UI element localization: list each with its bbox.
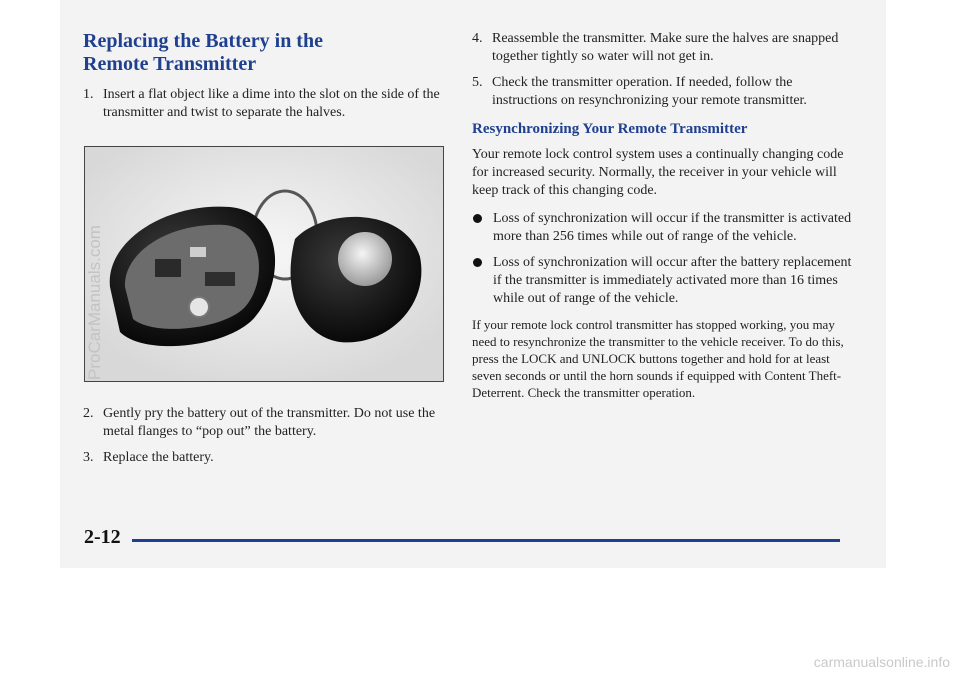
bottom-watermark: carmanualsonline.info: [813, 654, 950, 670]
closing-paragraph: If your remote lock control transmitter has stopped working, you may need to resynchronize the transmitter to the vehicle receiver. To do this, press the LOCK and UNLOCK buttons together and hold for at least seven seconds or until the horn sounds if equipped with Content Theft-Deterrent. Check the transmitter operation.: [472, 317, 844, 400]
transmitter-photo: [84, 146, 444, 382]
step-number: 3.: [83, 450, 94, 465]
bullet-icon: [473, 258, 482, 267]
step-text: Replace the battery.: [103, 450, 214, 465]
step-item: [472, 74, 852, 110]
steps-list-right: [472, 30, 852, 110]
step-text: Insert a flat object like a dime into the slot on the side of the transmitter and twist to separate the halves.: [103, 87, 440, 120]
page-number: 2-12: [84, 526, 121, 548]
title-line-2: Remote Transmitter: [83, 53, 257, 75]
step-number: 4.: [472, 31, 483, 46]
step-text: Reassemble the transmitter. Make sure the halves are snapped together tightly so water will not get in.: [492, 31, 839, 64]
section-title: [83, 30, 443, 76]
step-number: 2.: [83, 406, 94, 421]
bullet-item: [472, 254, 852, 308]
step-item: [83, 449, 443, 467]
right-column: [472, 30, 852, 401]
page-footer: [84, 526, 844, 552]
step-text: Gently pry the battery out of the transmitter. Do not use the metal flanges to “pop out” the battery.: [103, 406, 436, 439]
step-item: [83, 405, 443, 441]
footer-rule: [132, 539, 840, 542]
side-watermark: ProCarManuals.com: [85, 225, 104, 380]
bullet-icon: [473, 214, 482, 223]
title-line-1: Replacing the Battery in the: [83, 30, 323, 52]
left-column: [83, 30, 443, 130]
step-number: 1.: [83, 87, 94, 102]
intro-paragraph: Your remote lock control system uses a continually changing code for increased security. Normally, the receiver in your vehicle will keep track of this changing code.: [472, 147, 844, 198]
steps-list-bottom: [83, 405, 443, 467]
opened-transmitter-illustration: [85, 147, 443, 381]
left-column-bottom: [83, 405, 443, 475]
bullet-item: [472, 210, 852, 246]
bullet-text: Loss of synchronization will occur if the transmitter is activated more than 256 times while out of range of the vehicle.: [493, 211, 852, 244]
step-text: Check the transmitter operation. If needed, follow the instructions on resynchronizing your remote transmitter.: [492, 75, 807, 108]
steps-list-top: [83, 86, 443, 122]
step-item: [83, 86, 443, 122]
transmitter-button: [338, 232, 392, 286]
battery-icon: [189, 297, 209, 317]
step-item: [472, 30, 852, 66]
subheading: Resynchronizing Your Remote Transmitter: [472, 121, 748, 137]
step-number: 5.: [472, 75, 483, 90]
bullet-list: [472, 210, 852, 308]
bullet-text: Loss of synchronization will occur after the battery replacement if the transmitter is immediately activated more than 16 times while out of range of the vehicle.: [493, 255, 852, 306]
